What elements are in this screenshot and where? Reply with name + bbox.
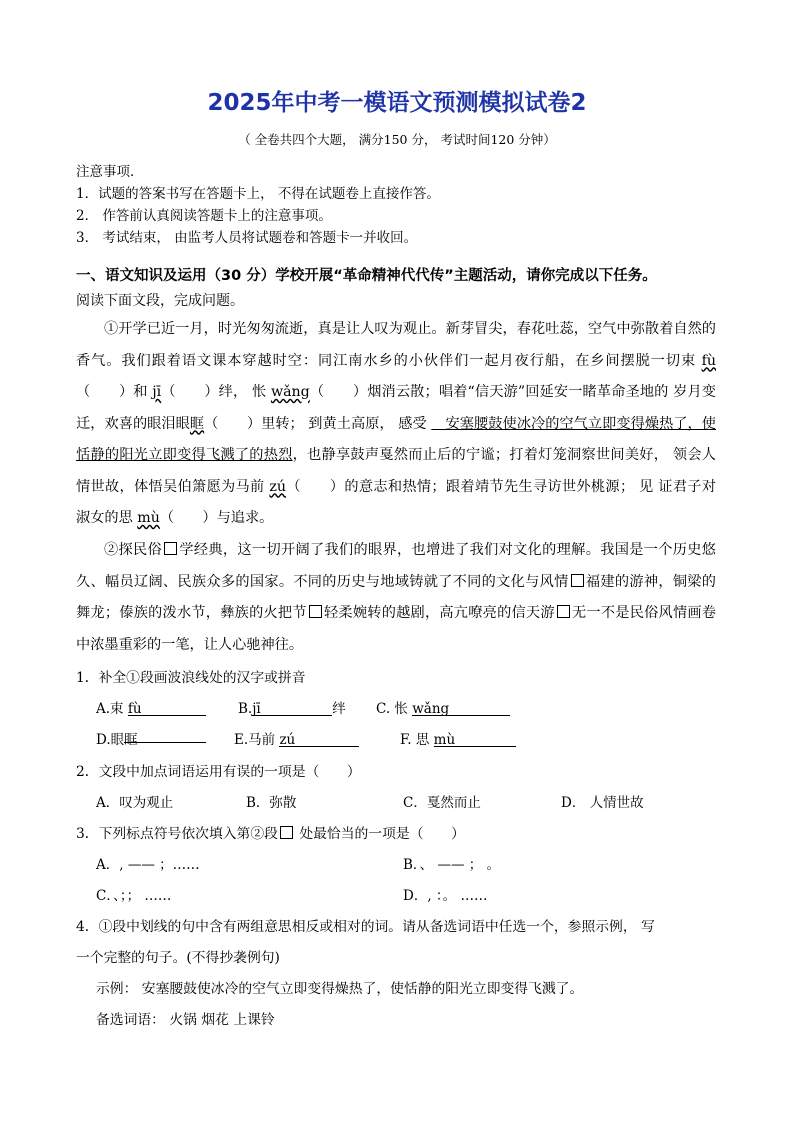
- paragraph-1: ①开学已近一月，时光匆匆流逝，真是让人叹为观止。新芽冒尖，春花吐蕊，空气中弥散着自然的香气。我们跟着语文课本穿越时空：同江南水乡的小伙伴们一起月夜行船，在乡间摆脱一切束 fù（ ）和 jī（ ）绊， 怅 wǎng（ ）烟消云散；唱着“信天游”回延安一睹革命圣地的 岁月变迁，欢喜的眼泪眼眶（ ）里转； 到黄土高原， 感受 安塞腰鼓使冰冷的空气立即变得燥热了，使恬静的阳光立即变得飞溅了的热烈，也静享鼓声戛然而止后的宁谧；打着灯笼洞察世间美好， 领会人情世故，体悟吴伯箫愿为马前 zú（ ）的意志和热情；跟着靖节先生寻访世外桃源； 见 证君子对淑女的思 mù（ ）与追求。: [76, 321, 716, 526]
- q2-option-c: C．戛然而止: [403, 795, 481, 811]
- punctuation-blank: [557, 605, 570, 618]
- question-4-word-options: 备选词语： 火锅 烟花 上课铃: [96, 1012, 275, 1028]
- underlined-sentence: 安塞腰鼓使冰冷的空气立即变得燥热了，使恬静的阳光立即变得飞溅了的热烈: [76, 415, 716, 463]
- notice-item-3: 3． 考试结束， 由监考人员将试题卷和答题卡一并收回。: [76, 230, 418, 246]
- exam-title: 2025年中考一模语文预测模拟试卷2: [207, 90, 587, 116]
- notice-item-1: 1．试题的答案书写在答题卡上， 不得在试题卷上直接作答。: [76, 186, 440, 202]
- punctuation-blank: [280, 826, 293, 839]
- q3-option-c: C．、；； ……: [96, 888, 172, 904]
- exam-subtitle: （ 全卷共四个大题， 满分150 分， 考试时间120 分钟）: [238, 132, 556, 147]
- notice-heading: 注意事项．: [76, 164, 144, 180]
- question-1-stem: 1．补全①段画波浪线处的汉字或拼音: [76, 670, 306, 686]
- q3-option-b: B．、 —— ； 。: [403, 857, 501, 873]
- punctuation-blank: [164, 542, 177, 555]
- punctuation-blank: [571, 574, 584, 587]
- section-1-heading: 一、语文知识及运用（30 分）学校开展“革命精神代代传”主题活动，请你完成以下任务。: [76, 268, 657, 284]
- question-3-stem: 3．下列标点符号依次填入第②段 处最恰当的一项是（ ）: [76, 826, 465, 842]
- question-4-example: 示例： 安塞腰鼓使冰冷的空气立即变得燥热了，使恬静的阳光立即变得飞溅了。: [96, 981, 584, 997]
- punctuation-blank: [309, 605, 322, 618]
- question-2-stem: 2．文段中加点词语运用有误的一项是（ ）: [76, 764, 361, 780]
- q1-option-d: D.眼眶: [96, 728, 206, 748]
- notice-item-2: 2． 作答前认真阅读答题卡上的注意事项。: [76, 208, 332, 224]
- q2-option-b: B．弥散: [246, 795, 297, 811]
- q3-option-a: A．, —— ；……: [96, 857, 200, 873]
- q1-option-b: B.jī 绊: [238, 701, 346, 717]
- q2-option-d: D． 人情世故: [561, 795, 644, 811]
- q1-option-e: E.马前 zú: [234, 728, 359, 748]
- q1-option-c: C. 怅 wǎng: [376, 697, 510, 717]
- question-4-stem-line-1: 4．①段中划线的句中含有两组意思相反或相对的词。请从备选词语中任选一个，参照示例， 写: [76, 919, 655, 935]
- reading-instruction: 阅读下面文段，完成问题。: [76, 293, 244, 309]
- q1-option-f: F. 思 mù: [400, 728, 516, 748]
- q2-option-a: A．叹为观止: [96, 795, 174, 811]
- q1-option-a: A.束 fù: [96, 697, 206, 717]
- question-4-stem-line-2: 一个完整的句子。(不得抄袭例句): [76, 950, 280, 966]
- paragraph-2: ②探民俗 学经典，这一切开阔了我们的眼界，也增进了我们对文化的理解。我国是一个历史悠久、幅员辽阔、民族众多的国家。不同的历史与地域铸就了不同的文化与风情 福建的游神，铜梁的舞龙；傣族的泼水节，彝族的火把节 轻柔婉转的越剧，高亢嘹亮的信天游 无一不是民俗风情画卷中浓墨重彩的一笔，让人心驰神往。: [76, 542, 716, 653]
- q3-option-d: D．, ：。 ……: [403, 888, 488, 904]
